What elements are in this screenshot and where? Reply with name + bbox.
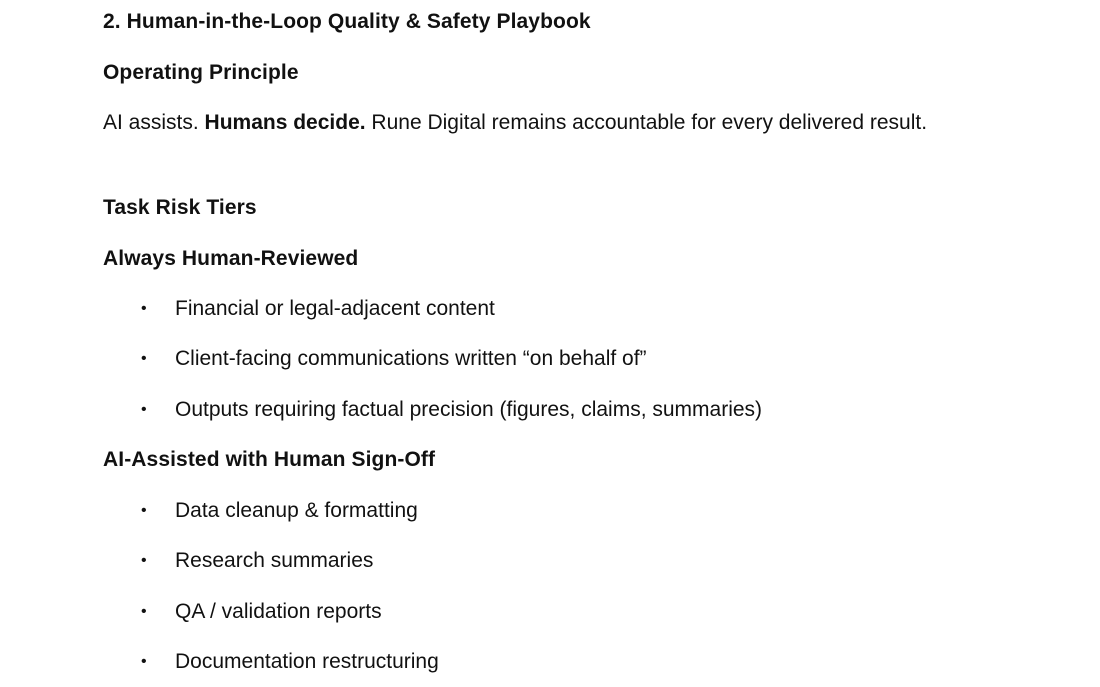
section-title: 2. Human-in-the-Loop Quality & Safety Playbook (103, 10, 591, 33)
principle-text-1: AI assists. (103, 111, 205, 134)
list-item-text: Data cleanup & formatting (175, 499, 418, 522)
list-item-text: Client-facing communications written “on behalf of” (175, 347, 647, 370)
bullet-icon: • (141, 552, 147, 569)
bullet-icon: • (141, 300, 147, 317)
list-item-text: Financial or legal-adjacent content (175, 297, 495, 320)
bullet-icon: • (141, 603, 147, 620)
bullet-icon: • (141, 502, 147, 519)
bullet-icon: • (141, 350, 147, 367)
ai-assisted-heading: AI-Assisted with Human Sign-Off (103, 448, 436, 471)
bullet-icon: • (141, 653, 147, 670)
principle-text-2: Rune Digital remains accountable for every delivered result. (365, 111, 928, 134)
list-item-text: Documentation restructuring (175, 650, 439, 673)
principle-bold-text: Humans decide. (204, 111, 366, 134)
task-risk-tiers-heading: Task Risk Tiers (103, 196, 257, 219)
always-human-reviewed-heading: Always Human-Reviewed (103, 247, 359, 270)
operating-principle-heading: Operating Principle (103, 61, 299, 84)
operating-principle-paragraph (103, 106, 963, 140)
bullet-icon: • (141, 401, 147, 418)
list-item-text: Research summaries (175, 549, 374, 572)
list-item-text: Outputs requiring factual precision (figures, claims, summaries) (175, 398, 763, 421)
list-item-text: QA / validation reports (175, 600, 382, 623)
